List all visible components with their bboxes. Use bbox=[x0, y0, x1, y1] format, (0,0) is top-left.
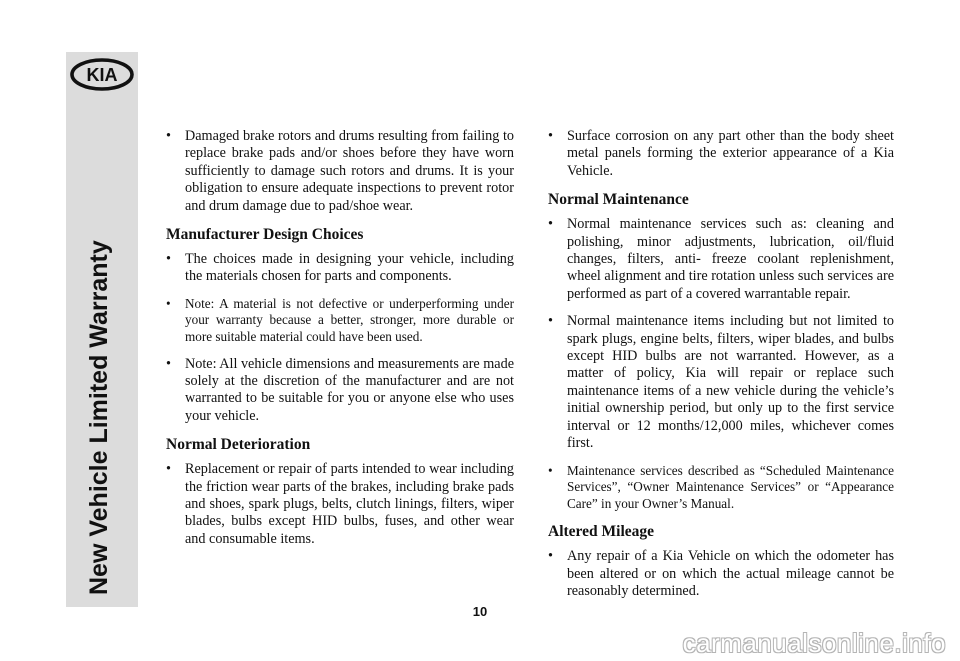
list-item-text: Surface corrosion on any part other than the body sheet metal panels forming the exterior appearance of a Kia Vehicle. bbox=[567, 128, 894, 179]
left-column bbox=[166, 128, 514, 558]
right-column bbox=[548, 128, 894, 611]
list-item-text: Replacement or repair of parts intended to wear including the friction wear parts of the brakes, including brake pads and shoes, spark plugs, belts, clutch linings, filters, wiper blades, bulbs except HID bulbs, fuses, and other wear and consumable items. bbox=[185, 461, 514, 547]
list-item bbox=[166, 251, 514, 286]
section-heading: Normal Maintenance bbox=[548, 191, 689, 209]
list-item-text: Maintenance services described as “Scheduled Maintenance Services”, “Owner Maintenance Services” or “Appearance Care” in your Owner’s Manual. bbox=[567, 462, 894, 511]
list-item-text: The choices made in designing your vehicle, including the materials chosen for parts and components. bbox=[185, 251, 514, 285]
bullet-dot: • bbox=[548, 313, 553, 330]
list-item-text: Any repair of a Kia Vehicle on which the odometer has been altered or on which the actual mileage cannot be reasonably determined. bbox=[567, 548, 894, 600]
bullet-dot: • bbox=[548, 128, 553, 144]
section-heading: Altered Mileage bbox=[548, 523, 655, 541]
bullet-dot: • bbox=[166, 295, 171, 311]
list-item bbox=[548, 548, 894, 600]
bullet-dot: • bbox=[166, 128, 171, 144]
bullet-dot: • bbox=[166, 461, 171, 478]
kia-logo-text: KIA bbox=[86, 65, 118, 85]
bullet-dot: • bbox=[166, 355, 171, 372]
section-heading: Normal Deterioration bbox=[166, 436, 311, 454]
list-item-text: Normal maintenance items including but not limited to spark plugs, engine belts, filters, wiper blades, and bulbs except HID bulbs are not warranted. However, as a matter of policy, Kia will repair or replace such maintenance items of a new vehicle during the vehicle’s initial ownership period, but only up to the first service interval or 12 months/12,000 miles, whichever comes first. bbox=[567, 313, 894, 452]
section-heading: Manufacturer Design Choices bbox=[166, 226, 364, 244]
bullet-dot: • bbox=[548, 462, 553, 478]
list-item bbox=[166, 128, 514, 215]
bullet-dot: • bbox=[548, 548, 553, 565]
list-item bbox=[166, 461, 514, 548]
list-item bbox=[548, 463, 894, 513]
list-item bbox=[166, 296, 514, 346]
bullet-dot: • bbox=[548, 216, 553, 233]
list-item-text: Note: All vehicle dimensions and measurements are made solely at the discretion of the manufacturer and are not warranted to be suitable for you or anyone else who uses your vehicle. bbox=[185, 355, 514, 424]
list-item-text: Normal maintenance services such as: cleaning and polishing, minor adjustments, lubrication, oil/fluid changes, filters, anti- freeze coolant replenishment, wheel alignment and tire rotation unless such services are performed as part of a covered warrantable repair. bbox=[567, 216, 894, 302]
list-item-text: Damaged brake rotors and drums resulting from failing to replace brake pads and/or shoes before they have worn sufficiently to damage such rotors and drums. It is your obligation to ensure adequate inspections to prevent rotor and drum damage due to pad/shoe wear. bbox=[185, 128, 514, 214]
list-item bbox=[548, 313, 894, 452]
list-item-text: Note: A material is not defective or underperforming under your warranty because a better, stronger, more durable or more suitable material could have been used. bbox=[185, 295, 514, 345]
list-item bbox=[166, 356, 514, 426]
bullet-dot: • bbox=[166, 251, 171, 268]
list-item bbox=[548, 216, 894, 303]
watermark: carmanualsonline.info bbox=[682, 628, 946, 658]
kia-logo bbox=[70, 58, 134, 91]
section-title: New Vehicle Limited Warranty bbox=[85, 240, 113, 595]
list-item bbox=[548, 128, 894, 180]
page-number: 10 bbox=[472, 604, 488, 619]
